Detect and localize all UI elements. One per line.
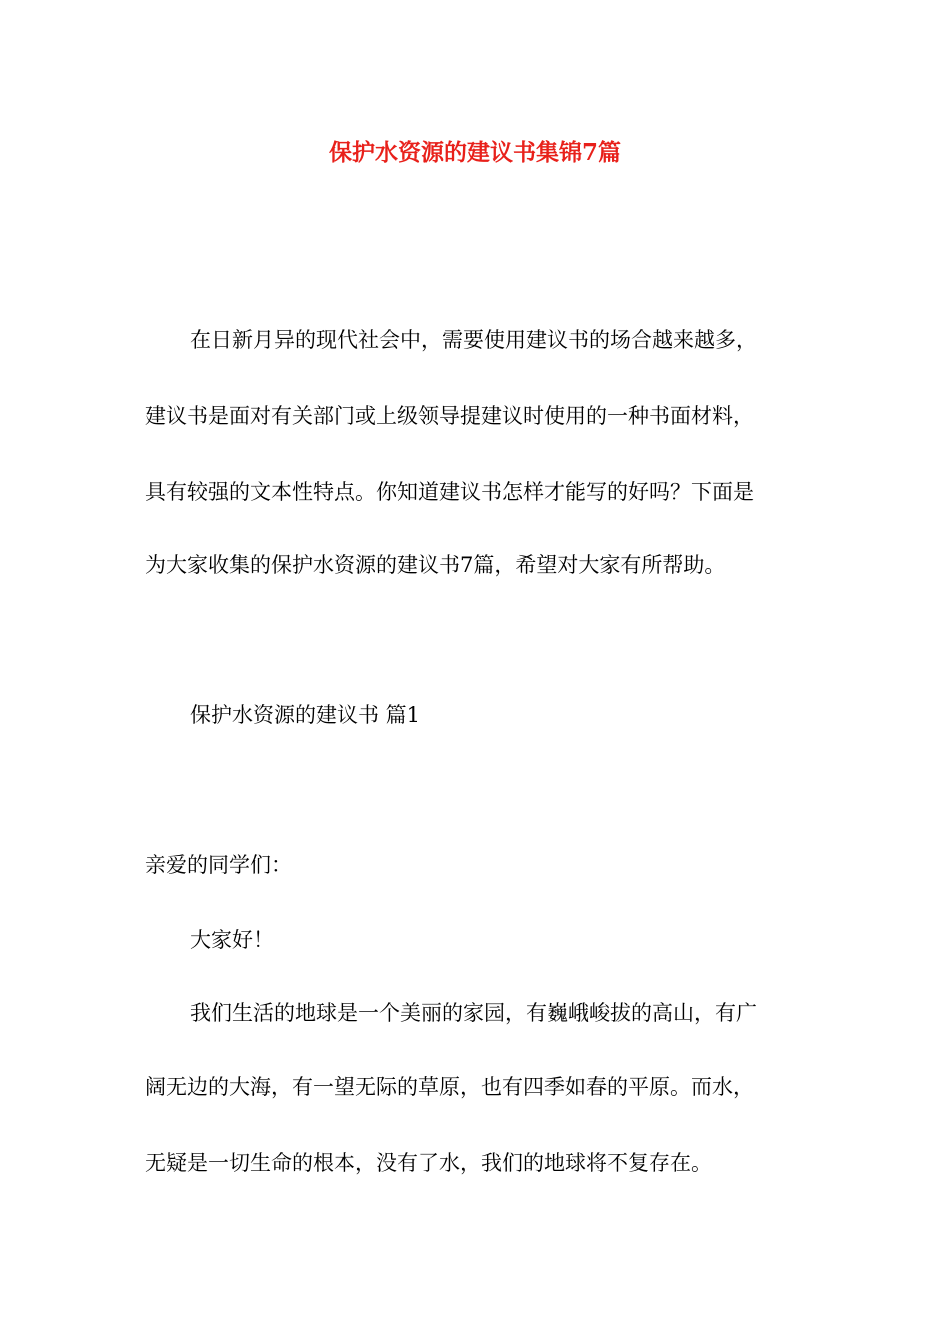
intro-line: 在日新月异的现代社会中，需要使用建议书的场合越来越多， <box>190 328 757 352</box>
intro-line: 建议书是面对有关部门或上级领导提建议时使用的一种书面材料， <box>145 404 754 428</box>
body-line: 无疑是一切生命的根本，没有了水，我们的地球将不复存在。 <box>145 1151 712 1175</box>
intro-line: 具有较强的文本性特点。你知道建议书怎样才能写的好吗？下面是 <box>145 480 754 504</box>
body-line: 我们生活的地球是一个美丽的家园，有巍峨峻拔的高山，有广 <box>190 1001 757 1025</box>
greeting: 大家好！ <box>190 928 274 952</box>
body-line: 阔无边的大海，有一望无际的草原，也有四季如春的平原。而水， <box>145 1075 754 1099</box>
document-title: 保护水资源的建议书集锦7篇 <box>328 139 621 166</box>
salutation: 亲爱的同学们： <box>145 853 292 877</box>
intro-line: 为大家收集的保护水资源的建议书7篇，希望对大家有所帮助。 <box>145 553 726 577</box>
section-heading: 保护水资源的建议书 篇1 <box>190 703 421 727</box>
